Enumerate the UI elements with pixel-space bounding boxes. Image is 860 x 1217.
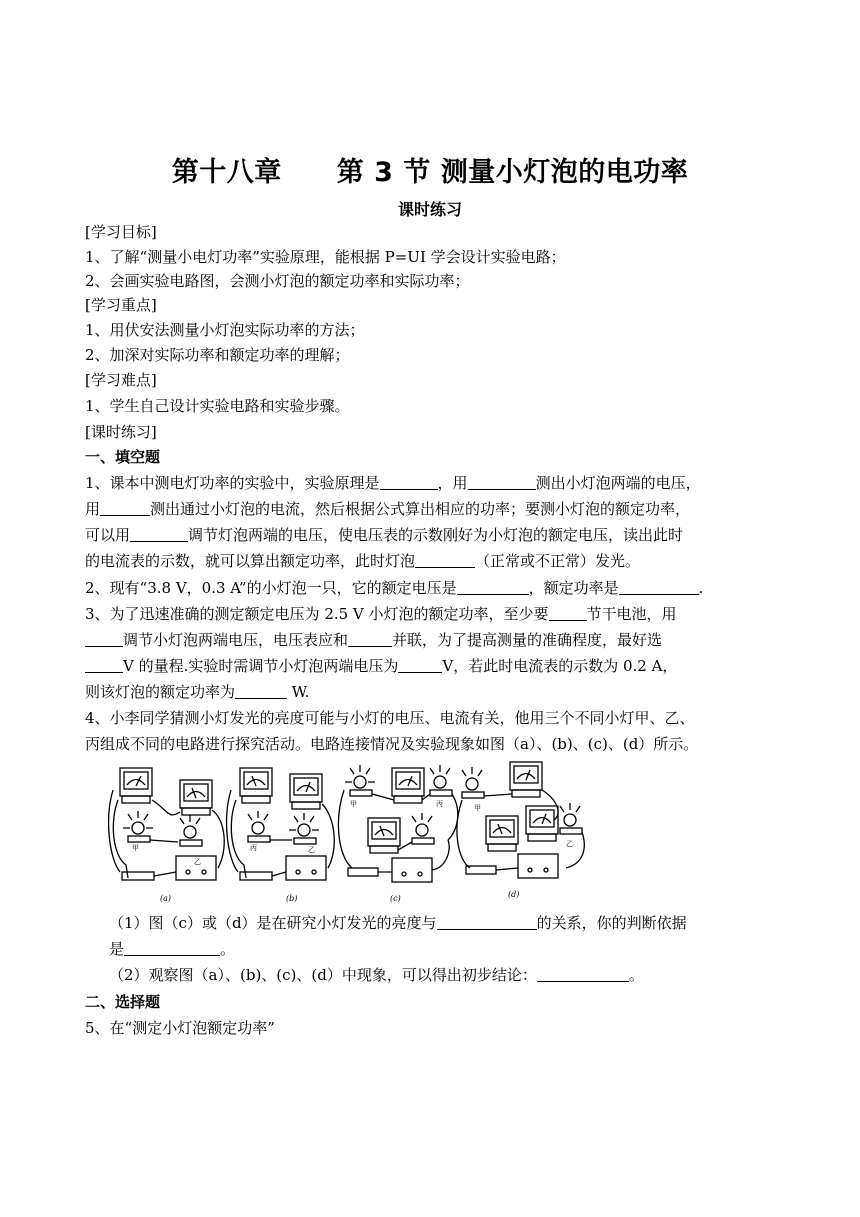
answer-blank[interactable] <box>549 606 587 621</box>
power-supply-icon <box>286 856 326 880</box>
q3-text: 节干电池，用 <box>586 605 677 623</box>
q5-line: 5、在“测定小灯泡额定功率” <box>85 1019 275 1037</box>
answer-blank[interactable] <box>398 658 442 673</box>
lamp-label-yi: 乙 <box>194 858 201 866</box>
answer-blank[interactable] <box>437 915 537 930</box>
q3-line-2 <box>85 630 785 650</box>
q1-text: 用 <box>85 500 101 518</box>
lamp-label-bing: 丙 <box>250 844 257 852</box>
bulb-icon <box>354 776 366 788</box>
q4-text: 。 <box>628 966 644 984</box>
lamp-label-jia: 甲 <box>132 844 139 852</box>
circuit-diagram-b <box>227 768 335 880</box>
q1-text: 测出通过小灯泡的电流，然后根据公式算出相应的功率；要测小灯泡的额定功率， <box>150 500 691 518</box>
q3-line-1 <box>85 604 785 624</box>
q3-text: 则该灯泡的额定功率为 <box>85 683 236 701</box>
q4-line-2: 丙组成不同的电路进行探究活动。电路连接情况及实验现象如图（a）、(b)、(c)、(d）所示。 <box>85 735 699 753</box>
lamp-label-bing: 丙 <box>436 800 443 808</box>
goal-item-2: 2、会画实验电路图，会测小灯泡的额定功率和实际功率； <box>85 272 470 290</box>
goal-item-1: 1、了解“测量小电灯功率”实验原理，能根据 P=UI 学会设计实验电路； <box>85 248 566 266</box>
practice-heading: [课时练习] <box>85 423 157 441</box>
circuit-diagram-d <box>457 762 584 878</box>
q4-part-2-line <box>109 965 809 985</box>
answer-blank[interactable] <box>100 501 150 516</box>
bulb-icon <box>564 814 576 826</box>
q3-text: 3、为了迅速准确的测定额定电压为 2.5 V 小灯泡的额定功率，至少要 <box>85 605 549 623</box>
page-title: 第十八章 第 3 节 测量小灯泡的电功率 <box>171 157 689 188</box>
difficulties-heading: [学习难点] <box>85 371 157 389</box>
bulb-icon <box>298 824 310 836</box>
figure-caption-c: (c) <box>390 894 401 903</box>
q3-line-4 <box>85 682 785 702</box>
answer-blank[interactable] <box>468 475 536 490</box>
q4-text: （1）图（c）或（d）是在研究小灯发光的亮度与 <box>109 914 437 932</box>
q3-text: V 的量程.实验时需调节小灯泡两端电压为 <box>123 657 399 675</box>
answer-blank[interactable] <box>619 580 699 595</box>
goals-heading: [学习目标] <box>85 223 157 241</box>
bulb-icon <box>416 824 428 836</box>
keypoint-item-2: 2、加深对实际功率和额定功率的理解； <box>85 346 350 364</box>
lamp-label-jia: 甲 <box>474 804 481 812</box>
circuit-figure <box>108 760 603 906</box>
answer-blank[interactable] <box>235 684 287 699</box>
keypoints-heading: [学习重点] <box>85 296 157 314</box>
section-choice-heading: 二、选择题 <box>85 993 161 1011</box>
answer-blank[interactable] <box>124 941 220 956</box>
bulb-icon <box>132 822 144 834</box>
answer-blank[interactable] <box>457 580 529 595</box>
q2-text: . <box>698 579 704 597</box>
q3-line-3 <box>85 656 785 676</box>
bulb-icon <box>434 776 446 788</box>
q1-text: 1、课本中测电灯功率的实验中，实验原理是 <box>85 474 380 492</box>
q3-text: 并联，为了提高测量的准确程度，最好选 <box>392 631 663 649</box>
answer-blank[interactable] <box>85 632 123 647</box>
lamp-label-yi: 乙 <box>308 846 315 854</box>
q4-part-1-line-2 <box>109 939 809 959</box>
answer-blank[interactable] <box>85 658 123 673</box>
answer-blank[interactable] <box>348 632 392 647</box>
q4-text: 的关系，你的判断依据 <box>536 914 687 932</box>
bulb-icon <box>466 778 478 790</box>
q4-text: 。 <box>220 940 236 958</box>
answer-blank[interactable] <box>380 475 438 490</box>
power-supply-icon <box>518 854 558 878</box>
keypoint-item-1: 1、用伏安法测量小灯泡实际功率的方法； <box>85 321 365 339</box>
q1-text: 调节灯泡两端的电压，使电压表的示数刚好为小灯泡的额定电压，读出此时 <box>188 526 684 544</box>
q4-text: （2）观察图（a）、(b)、(c)、(d）中现象，可以得出初步结论： <box>109 966 537 984</box>
answer-blank[interactable] <box>415 553 475 568</box>
q4-part-1-line-1 <box>109 913 809 933</box>
q1-text: ，用 <box>437 474 468 492</box>
power-supply-icon <box>392 858 432 882</box>
q1-line-3 <box>85 525 785 545</box>
figure-caption-a: (a) <box>160 894 172 903</box>
q1-text: 测出小灯泡两端的电压， <box>535 474 701 492</box>
figure-caption-b: (b) <box>286 894 298 903</box>
difficulty-item-1: 1、学生自己设计实验电路和实验步骤。 <box>85 397 350 415</box>
section-fill-in-heading: 一、填空题 <box>85 448 161 466</box>
q1-text: 的电流表的示数，就可以算出额定功率，此时灯泡 <box>85 552 416 570</box>
bulb-icon <box>184 826 196 838</box>
q1-line-4 <box>85 551 785 571</box>
q1-line-1 <box>85 473 785 493</box>
q2-line <box>85 578 785 598</box>
q2-text: ，额定功率是 <box>528 579 619 597</box>
q1-text: 可以用 <box>85 526 131 544</box>
q4-line-1: 4、小李同学猜测小灯发光的亮度可能与小灯的电压、电流有关，他用三个不同小灯甲、乙、 <box>85 709 695 727</box>
answer-blank[interactable] <box>537 967 629 982</box>
bulb-icon <box>252 822 264 834</box>
q4-text: 是 <box>109 940 125 958</box>
q1-line-2 <box>85 499 785 519</box>
lamp-label-yi: 乙 <box>566 840 573 848</box>
q3-text: V，若此时电流表的示数为 0.2 A， <box>442 657 678 675</box>
lamp-label-jia: 甲 <box>350 800 357 808</box>
circuit-diagram-a <box>109 768 225 880</box>
page-subtitle: 课时练习 <box>397 200 462 219</box>
q1-text: （正常或不正常）发光。 <box>475 552 641 570</box>
q3-text: W. <box>287 683 310 701</box>
circuit-diagram-c <box>338 765 457 882</box>
answer-blank[interactable] <box>130 527 188 542</box>
figure-caption-d: (d) <box>508 890 520 899</box>
q3-text: 调节小灯泡两端电压，电压表应和 <box>123 631 349 649</box>
q2-text: 2、现有“3.8 V，0.3 A”的小灯泡一只，它的额定电压是 <box>85 579 457 597</box>
